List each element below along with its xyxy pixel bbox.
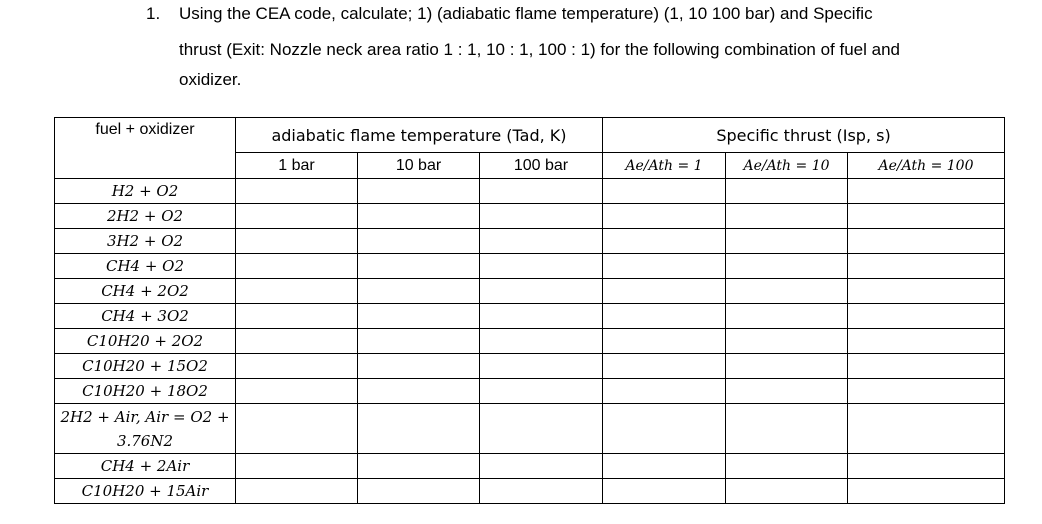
table-row <box>55 304 1005 329</box>
table-cell[interactable] <box>603 204 726 229</box>
table-cell[interactable] <box>726 254 848 279</box>
table-header-row <box>55 118 1005 153</box>
subheader-100-bar: 100 bar <box>480 153 603 179</box>
results-table <box>54 117 1005 504</box>
table-cell[interactable] <box>726 329 848 354</box>
table-cell[interactable] <box>236 479 358 504</box>
table-cell[interactable] <box>480 404 603 454</box>
table-row <box>55 379 1005 404</box>
table-row <box>55 404 1005 454</box>
table-cell[interactable] <box>848 229 1005 254</box>
table-cell[interactable] <box>603 279 726 304</box>
table-cell[interactable] <box>358 329 480 354</box>
table-cell[interactable] <box>726 304 848 329</box>
row-label: H2 + O2 <box>55 179 236 204</box>
table-row <box>55 254 1005 279</box>
table-cell[interactable] <box>236 204 358 229</box>
table-cell[interactable] <box>480 279 603 304</box>
table-cell[interactable] <box>603 354 726 379</box>
table-cell[interactable] <box>358 204 480 229</box>
table-cell[interactable] <box>603 404 726 454</box>
table-cell[interactable] <box>848 454 1005 479</box>
table-cell[interactable] <box>236 229 358 254</box>
table-cell[interactable] <box>480 304 603 329</box>
table-cell[interactable] <box>726 229 848 254</box>
table-cell[interactable] <box>603 479 726 504</box>
table-cell[interactable] <box>236 404 358 454</box>
subheader-area-ratio-10: Ae/Ath = 10 <box>726 153 848 179</box>
table-cell[interactable] <box>726 379 848 404</box>
table-cell[interactable] <box>236 179 358 204</box>
table-cell[interactable] <box>848 479 1005 504</box>
subheader-10-bar: 10 bar <box>358 153 480 179</box>
table-cell[interactable] <box>480 379 603 404</box>
table-cell[interactable] <box>236 354 358 379</box>
table-cell[interactable] <box>848 304 1005 329</box>
table-cell[interactable] <box>848 254 1005 279</box>
table-row <box>55 454 1005 479</box>
row-label: C10H20 + 2O2 <box>55 329 236 354</box>
table-cell[interactable] <box>603 304 726 329</box>
table-cell[interactable] <box>358 454 480 479</box>
table-cell[interactable] <box>480 329 603 354</box>
row-label: CH4 + O2 <box>55 254 236 279</box>
table-cell[interactable] <box>848 404 1005 454</box>
question-number: 1. <box>146 4 161 23</box>
row-label: 2H2 + O2 <box>55 204 236 229</box>
table-row <box>55 279 1005 304</box>
table-cell[interactable] <box>603 179 726 204</box>
table-cell[interactable] <box>480 229 603 254</box>
table-cell[interactable] <box>236 254 358 279</box>
table-cell[interactable] <box>603 379 726 404</box>
thrust-group-header: Specific thrust (Isp, s) <box>603 118 1005 153</box>
table-cell[interactable] <box>236 379 358 404</box>
subheader-area-ratio-100: Ae/Ath = 100 <box>848 153 1005 179</box>
row-label: CH4 + 2Air <box>55 454 236 479</box>
row-label: 2H2 + Air, Air = O2 + 3.76N2 <box>55 404 236 454</box>
table-cell[interactable] <box>358 254 480 279</box>
table-cell[interactable] <box>726 454 848 479</box>
table-cell[interactable] <box>848 329 1005 354</box>
question-line-3: oxidizer. <box>179 70 242 89</box>
corner-header: fuel + oxidizer <box>55 118 236 179</box>
table-cell[interactable] <box>603 254 726 279</box>
table-cell[interactable] <box>236 304 358 329</box>
table-cell[interactable] <box>848 179 1005 204</box>
table-cell[interactable] <box>236 279 358 304</box>
table-row <box>55 179 1005 204</box>
table-cell[interactable] <box>848 279 1005 304</box>
table-cell[interactable] <box>358 354 480 379</box>
table-cell[interactable] <box>358 304 480 329</box>
table-cell[interactable] <box>480 354 603 379</box>
table-cell[interactable] <box>358 179 480 204</box>
row-label: C10H20 + 15O2 <box>55 354 236 379</box>
table-row <box>55 204 1005 229</box>
subheader-1-bar: 1 bar <box>236 153 358 179</box>
row-label: 3H2 + O2 <box>55 229 236 254</box>
table-cell[interactable] <box>358 379 480 404</box>
table-cell[interactable] <box>603 454 726 479</box>
table-cell[interactable] <box>603 329 726 354</box>
question-line-2: thrust (Exit: Nozzle neck area ratio 1 : 1, 10 : 1, 100 : 1) for the following combination of fuel and <box>179 40 900 59</box>
table-cell[interactable] <box>480 204 603 229</box>
table-cell[interactable] <box>480 179 603 204</box>
row-label: CH4 + 2O2 <box>55 279 236 304</box>
table-cell[interactable] <box>358 229 480 254</box>
table-cell[interactable] <box>358 404 480 454</box>
table-cell[interactable] <box>603 229 726 254</box>
table-cell[interactable] <box>358 279 480 304</box>
table-cell[interactable] <box>726 404 848 454</box>
table-cell[interactable] <box>726 279 848 304</box>
table-row <box>55 354 1005 379</box>
table-cell[interactable] <box>236 329 358 354</box>
table-cell[interactable] <box>480 479 603 504</box>
table-cell[interactable] <box>358 479 480 504</box>
table-row <box>55 329 1005 354</box>
table-cell[interactable] <box>848 354 1005 379</box>
table-cell[interactable] <box>726 179 848 204</box>
table-row <box>55 479 1005 504</box>
table-cell[interactable] <box>848 204 1005 229</box>
temperature-group-header: adiabatic flame temperature (Tad, K) <box>236 118 603 153</box>
table-cell[interactable] <box>726 204 848 229</box>
subheader-area-ratio-1: Ae/Ath = 1 <box>603 153 726 179</box>
table-cell[interactable] <box>848 379 1005 404</box>
question-line-1: Using the CEA code, calculate; 1) (adiabatic flame temperature) (1, 10 100 bar) and Specific <box>179 4 873 23</box>
table-cell[interactable] <box>480 454 603 479</box>
table-cell[interactable] <box>726 479 848 504</box>
row-label: CH4 + 3O2 <box>55 304 236 329</box>
table-row <box>55 229 1005 254</box>
table-cell[interactable] <box>236 454 358 479</box>
table-cell[interactable] <box>726 354 848 379</box>
table-cell[interactable] <box>480 254 603 279</box>
row-label: C10H20 + 15Air <box>55 479 236 504</box>
row-label: C10H20 + 18O2 <box>55 379 236 404</box>
